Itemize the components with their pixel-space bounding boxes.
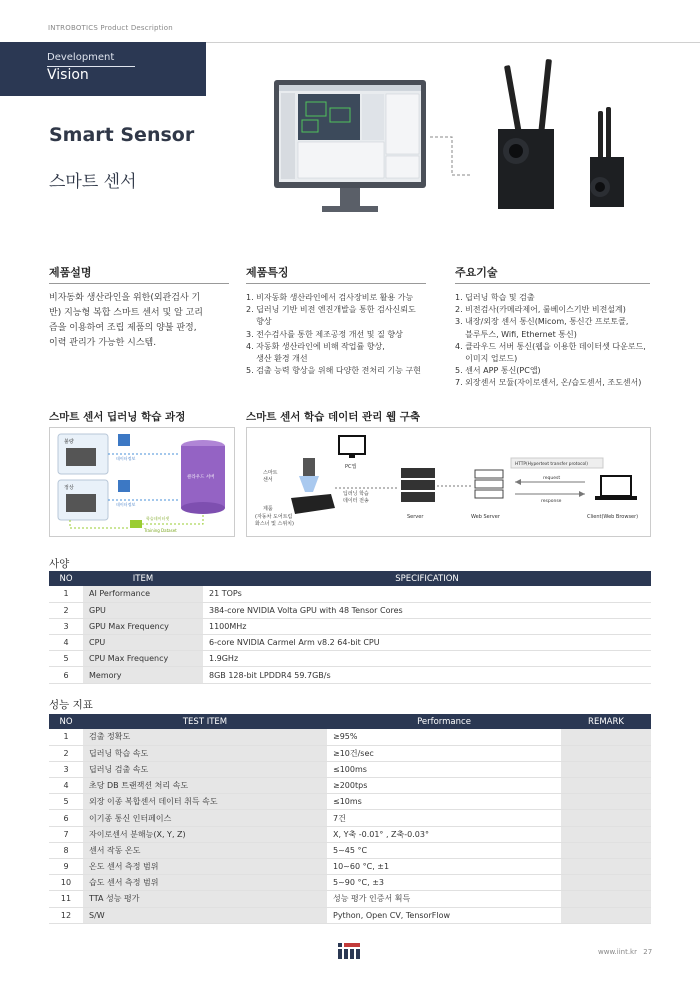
- cell: ≥200tps: [327, 778, 561, 794]
- cell: 2: [49, 745, 83, 761]
- smart-sensor-device-illustration: [430, 55, 630, 225]
- perf-col-item: TEST ITEM: [83, 714, 327, 729]
- monitor-illustration: [274, 80, 426, 215]
- description-line: 비자동화 생산라인을 위한(외관검사 기: [49, 293, 201, 303]
- cell: 7건: [327, 810, 561, 826]
- company-logo-icon: [338, 943, 360, 959]
- diagram2-product-3: 화스너 및 스위치): [255, 521, 294, 527]
- diagram2-transfer-2: 데이터 전송: [343, 498, 369, 504]
- cell: [561, 745, 651, 761]
- cell: 6: [49, 810, 83, 826]
- cell: [561, 859, 651, 875]
- cell: 10~60 °C, ±1: [327, 859, 561, 875]
- table-row: [49, 761, 651, 777]
- diagram1-label-data1: 데이터정보: [116, 456, 136, 461]
- description-text: [49, 291, 239, 351]
- table-row: [49, 729, 651, 745]
- diagram1-label-fail: 불량: [64, 439, 74, 445]
- cell: [561, 778, 651, 794]
- cell: 딥러닝 학습 속도: [83, 745, 327, 761]
- cell: ≤100ms: [327, 761, 561, 777]
- cell: 4: [49, 635, 83, 651]
- cell: ≥10건/sec: [327, 745, 561, 761]
- cell: 1: [49, 586, 83, 602]
- cell: AI Performance: [83, 586, 203, 602]
- cell: 1.9GHz: [203, 651, 651, 667]
- description-line: 이력 관리가 가능한 시스템.: [49, 338, 157, 348]
- footer-url-text: www.iint.kr: [598, 948, 637, 956]
- diagram1-heading: 스마트 센서 딥러닝 학습 과정: [49, 411, 186, 423]
- spec-col-spec: SPECIFICATION: [203, 571, 651, 586]
- cell: Memory: [83, 667, 203, 683]
- tech-heading: 주요기술: [455, 264, 650, 284]
- diagram1-label-cloud: 클라우드 서버: [187, 475, 215, 480]
- cell: 온도 센서 측정 범위: [83, 859, 327, 875]
- description-heading: 제품설명: [49, 264, 229, 284]
- table-row: [49, 891, 651, 907]
- perf-col-no: NO: [49, 714, 83, 729]
- diagram2-pc-app: PC앱: [345, 464, 357, 470]
- cell: 5: [49, 794, 83, 810]
- cell: 6: [49, 667, 83, 683]
- table-row: [49, 826, 651, 842]
- list-item: 3. 전수검사를 통한 제조공정 개선 및 질 향상: [246, 329, 403, 339]
- diagram2-product-2: (자동차 도어트림: [255, 514, 293, 520]
- cell: 4: [49, 778, 83, 794]
- web-data-management-diagram: [246, 427, 651, 537]
- table-row: [49, 602, 651, 618]
- cell: 5: [49, 651, 83, 667]
- cell: CPU Max Frequency: [83, 651, 203, 667]
- cell: 7: [49, 826, 83, 842]
- cell: 384-core NVIDIA Volta GPU with 48 Tensor Cores: [203, 602, 651, 618]
- cell: 10: [49, 875, 83, 891]
- cell: 11: [49, 891, 83, 907]
- list-item: 2. 비전검사(카메라제어, 룰베이스기반 비전설계): [455, 305, 626, 315]
- cell: [561, 875, 651, 891]
- diagram2-response: response: [541, 499, 562, 504]
- table-row: [49, 745, 651, 761]
- section-banner: [0, 42, 206, 96]
- cell: ≥95%: [327, 729, 561, 745]
- diagram1-label-learn: 학습데이터셋: [146, 516, 170, 521]
- perf-col-performance: Performance: [327, 714, 561, 729]
- cell: 8GB 128-bit LPDDR4 59.7GB/s: [203, 667, 651, 683]
- table-row: [49, 842, 651, 858]
- list-item: 향상: [246, 317, 272, 327]
- list-item: 블루투스, Wifi, Ethernet 통신): [455, 329, 577, 339]
- cell: GPU Max Frequency: [83, 618, 203, 634]
- perf-col-remark: REMARK: [561, 714, 651, 729]
- spec-col-no: NO: [49, 571, 83, 586]
- diagram2-http: HTTP(Hypertext transfer protocol): [515, 462, 588, 467]
- table-row: [49, 875, 651, 891]
- features-heading: 제품특징: [246, 264, 426, 284]
- table-row: [49, 778, 651, 794]
- cell: 습도 센서 측정 범위: [83, 875, 327, 891]
- table-row: [49, 651, 651, 667]
- document-header-label: INTROBOTICS Product Description: [48, 24, 173, 32]
- cell: Python, Open CV, TensorFlow: [327, 907, 561, 923]
- description-line: 반) 지능형 복합 스마트 센서 및 알 고리: [49, 308, 203, 318]
- deep-learning-process-diagram: [49, 427, 235, 537]
- cell: [561, 891, 651, 907]
- diagram2-heading: 스마트 센서 학습 데이터 관리 웹 구축: [246, 411, 421, 423]
- cell: S/W: [83, 907, 327, 923]
- table-row: [49, 667, 651, 683]
- list-item: 5. 검출 능력 향상을 위해 다양한 전처리 기능 구현: [246, 366, 421, 376]
- list-item: 이미지 업로드): [455, 354, 518, 364]
- cell: 6-core NVIDIA Carmel Arm v8.2 64-bit CPU: [203, 635, 651, 651]
- diagram1-label-learn-en: Training Dataset: [144, 528, 177, 533]
- list-item: 4. 자동화 생산라인에 비해 작업률 향상,: [246, 341, 385, 351]
- cell: 3: [49, 618, 83, 634]
- diagram2-web-server: Web Server: [471, 514, 500, 520]
- cell: GPU: [83, 602, 203, 618]
- cell: 5~45 °C: [327, 842, 561, 858]
- cell: 성능 평가 인증서 획득: [327, 891, 561, 907]
- product-title-en: Smart Sensor: [49, 124, 195, 146]
- table-row: [49, 635, 651, 651]
- cell: TTA 성능 평가: [83, 891, 327, 907]
- diagram1-graphic: [50, 428, 236, 538]
- diagram2-client: Client(Web Browser): [587, 514, 639, 520]
- list-item: 2. 딥러닝 기반 비전 엔진개발을 통한 검사신뢰도: [246, 305, 416, 315]
- spec-col-item: ITEM: [83, 571, 203, 586]
- section-banner-line1: Development: [47, 52, 115, 63]
- cell: X, Y축 -0.01° , Z축-0.03°: [327, 826, 561, 842]
- cell: [561, 842, 651, 858]
- diagram2-request: request: [543, 476, 561, 481]
- diagram2-transfer-1: 딥러닝 학습: [343, 491, 369, 497]
- cell: [561, 794, 651, 810]
- page-number: 27: [643, 948, 653, 956]
- diagram2-product-1: 제품: [263, 506, 273, 512]
- product-title-ko: 스마트 센서: [49, 172, 137, 192]
- cell: ≤10ms: [327, 794, 561, 810]
- cell: 1: [49, 729, 83, 745]
- cell: 3: [49, 761, 83, 777]
- cell: [561, 826, 651, 842]
- table-row: [49, 859, 651, 875]
- list-item: 4. 클라우드 서버 통신(웹을 이용한 데이터셋 다운로드,: [455, 341, 646, 351]
- diagram2-smart-sensor-1: 스마트: [263, 470, 278, 476]
- cell: 딥러닝 검출 속도: [83, 761, 327, 777]
- table-row: [49, 907, 651, 923]
- cell: 초당 DB 트랜잭션 처리 속도: [83, 778, 327, 794]
- cell: [561, 907, 651, 923]
- diagram2-smart-sensor-2: 센서: [263, 477, 273, 483]
- cell: 1100MHz: [203, 618, 651, 634]
- cell: 9: [49, 859, 83, 875]
- table-row: [49, 586, 651, 602]
- diagram2-server: Server: [407, 514, 424, 520]
- list-item: 5. 센서 APP 통신(PC앱): [455, 366, 541, 376]
- cell: 21 TOPs: [203, 586, 651, 602]
- table-row: [49, 618, 651, 634]
- list-item: 1. 비자동화 생산라인에서 검사장비로 활용 가능: [246, 293, 414, 302]
- cell: 8: [49, 842, 83, 858]
- features-list: [246, 292, 446, 377]
- footer-url: [598, 948, 652, 956]
- spec-table: [49, 571, 651, 684]
- description-line: 즘을 이용하여 조립 제품의 양불 판정,: [49, 323, 197, 333]
- diagram2-graphic: [247, 428, 652, 538]
- list-item: 1. 딥러닝 학습 및 검출: [455, 293, 535, 302]
- cell: 센서 작동 온도: [83, 842, 327, 858]
- list-item: 7. 외장센서 모듈(자이로센서, 온/습도센서, 조도센서): [455, 378, 642, 388]
- section-banner-line2: Vision: [47, 67, 89, 83]
- table-row: [49, 810, 651, 826]
- perf-heading: 성능 지표: [49, 699, 93, 711]
- diagram1-label-pass: 정상: [64, 485, 74, 491]
- cell: 자이로센서 분해능(X, Y, Z): [83, 826, 327, 842]
- cell: 이기종 통신 인터페이스: [83, 810, 327, 826]
- cell: 외장 이종 복합센서 데이터 취득 속도: [83, 794, 327, 810]
- cell: CPU: [83, 635, 203, 651]
- cell: [561, 810, 651, 826]
- tech-list: [455, 292, 660, 390]
- performance-table: [49, 714, 651, 924]
- table-row: [49, 794, 651, 810]
- list-item: 3. 내장/외장 센서 통신(Micom, 통신간 프로토콜,: [455, 317, 629, 327]
- list-item: 생산 환경 개선: [246, 354, 308, 364]
- cell: 검출 정확도: [83, 729, 327, 745]
- spec-heading: 사양: [49, 558, 70, 570]
- diagram1-label-data2: 데이터정보: [116, 502, 136, 507]
- cell: 2: [49, 602, 83, 618]
- cell: 5~90 °C, ±3: [327, 875, 561, 891]
- cell: [561, 761, 651, 777]
- cell: [561, 729, 651, 745]
- cell: 12: [49, 907, 83, 923]
